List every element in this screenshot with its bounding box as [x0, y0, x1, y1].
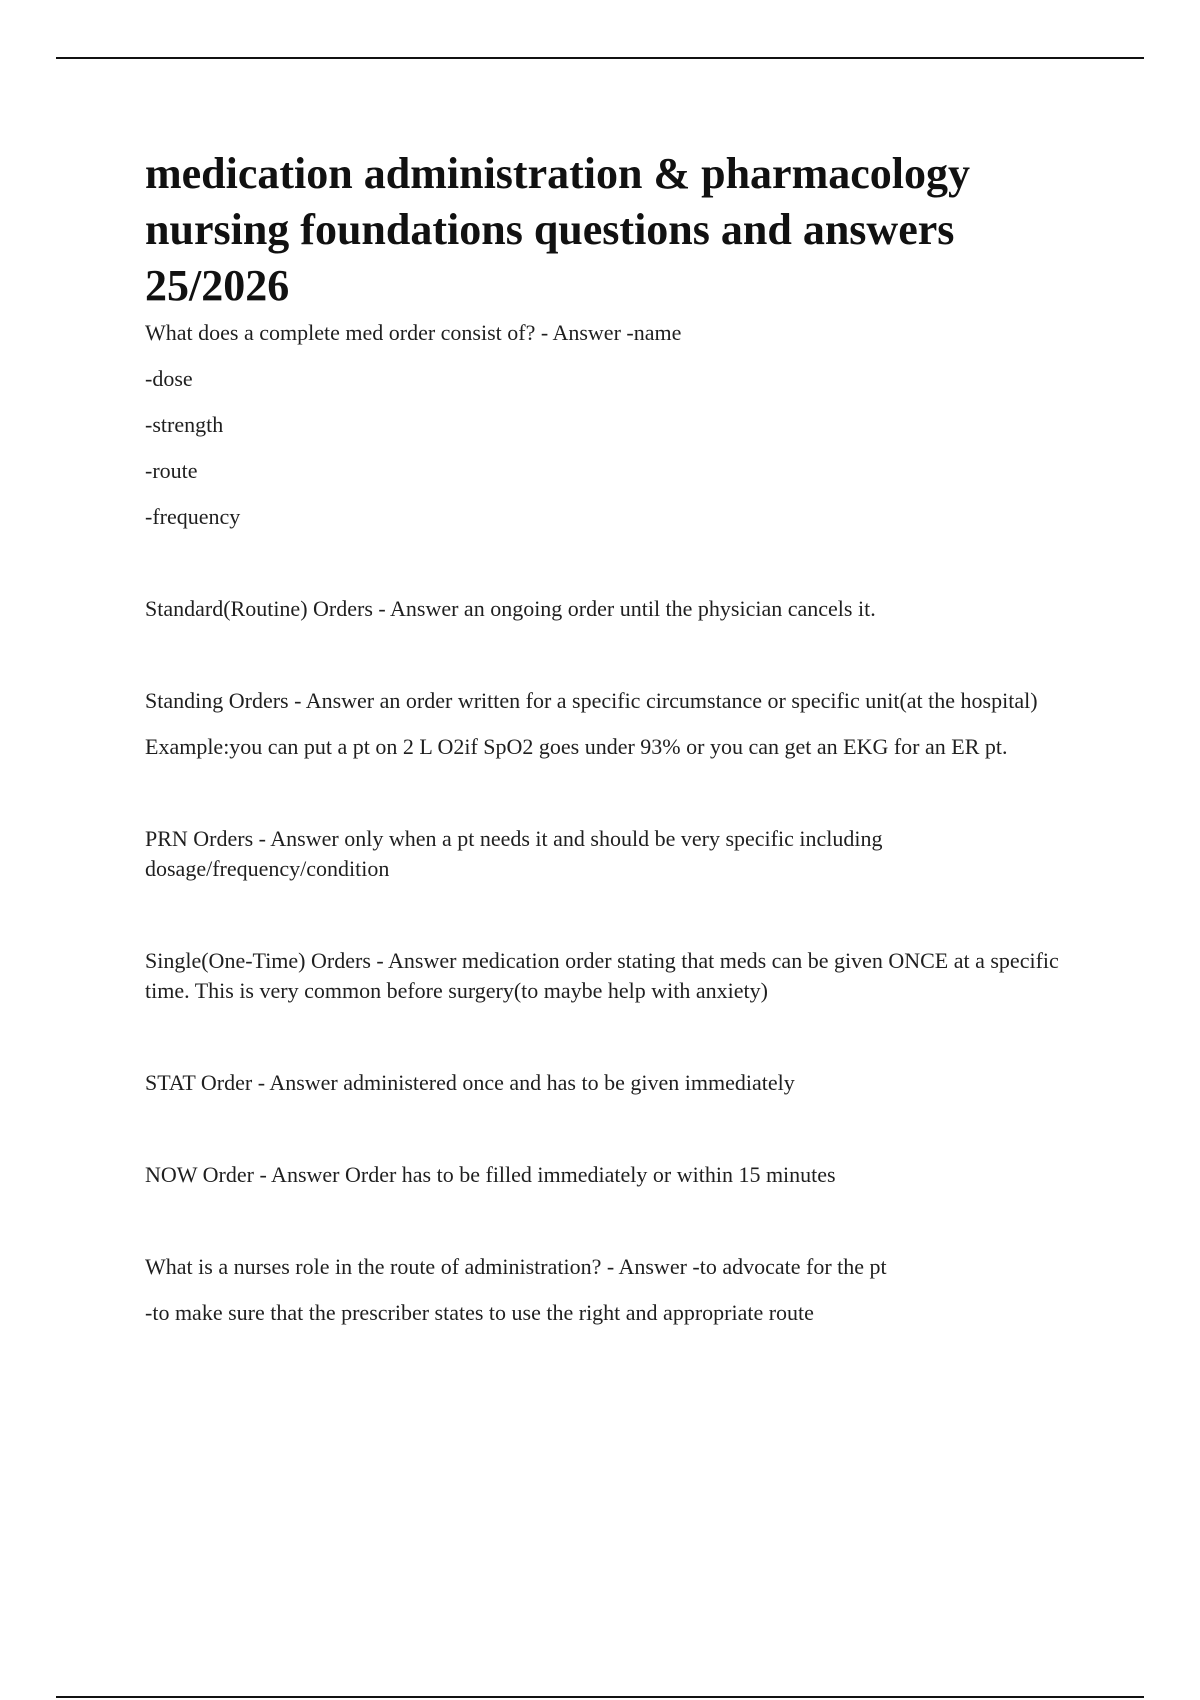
qa-complete-med-order-dose: -dose	[145, 366, 193, 391]
document-body	[145, 146, 1085, 1328]
qa-standing-orders-example: Example:you can put a pt on 2 L O2if SpO2 goes under 93% or you can get an EKG for an ER pt.	[145, 734, 1008, 759]
qa-standard-orders: Standard(Routine) Orders - Answer an ongoing order until the physician cancels it.	[145, 596, 876, 621]
qa-single-orders: Single(One-Time) Orders - Answer medication order stating that meds can be given ONCE at a specific time. This is very common before surgery(to maybe help with anxiety)	[145, 948, 1059, 1003]
qa-stat-order: STAT Order - Answer administered once and has to be given immediately	[145, 1070, 795, 1095]
qa-now-order: NOW Order - Answer Order has to be filled immediately or within 15 minutes	[145, 1162, 836, 1187]
qa-standing-orders: Standing Orders - Answer an order written for a specific circumstance or specific unit(at the hospital)	[145, 688, 1038, 713]
top-divider	[56, 57, 1144, 59]
qa-complete-med-order: What does a complete med order consist of? - Answer -name	[145, 320, 682, 345]
qa-complete-med-order-frequency: -frequency	[145, 504, 241, 529]
qa-prn-orders: PRN Orders - Answer only when a pt needs it and should be very specific including dosage/frequency/condition	[145, 826, 883, 881]
qa-complete-med-order-route: -route	[145, 458, 198, 483]
document-title: medication administration & pharmacology nursing foundations questions and answers 25/2026	[145, 149, 970, 310]
qa-nurse-role-route: What is a nurses role in the route of administration? - Answer -to advocate for the pt	[145, 1254, 887, 1279]
bottom-divider	[56, 1696, 1144, 1698]
qa-complete-med-order-strength: -strength	[145, 412, 224, 437]
qa-nurse-role-route-prescriber: -to make sure that the prescriber states to use the right and appropriate route	[145, 1300, 814, 1325]
